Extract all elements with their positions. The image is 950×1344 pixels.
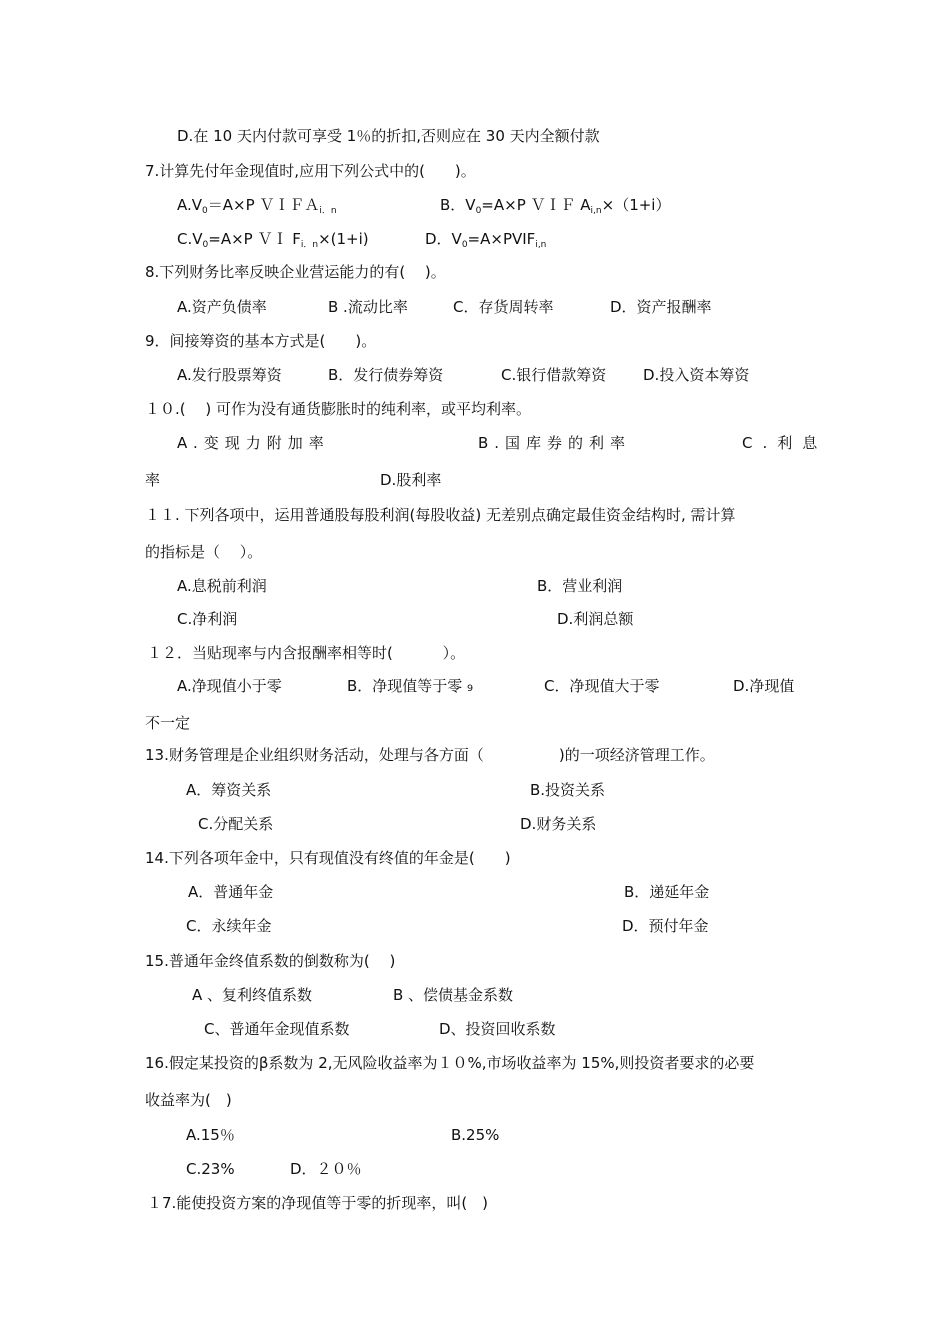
option-12c: C．净现值大于零 (544, 677, 660, 695)
question-15: 15.普通年金终值系数的倒数称为( ) (145, 952, 396, 970)
option-7a: $A.V_0=A\times P$ ＶＩＦＡ$_{i.n}$ (177, 196, 337, 216)
option-12b: B．净现值等于零 ₉ (347, 677, 474, 695)
option-8a: A.资产负债率 (177, 298, 267, 316)
question-16: 16.假定某投资的β系数为 2,无风险收益率为１０%,市场收益率为 15%,则投资者要求的必要 (145, 1054, 755, 1072)
option-16c: C.23% (186, 1160, 235, 1178)
question-9: 9．间接筹资的基本方式是( )。 (145, 332, 377, 350)
option-12d-continued: 不一定 (145, 714, 191, 732)
question-8: 8.下列财务比率反映企业营运能力的有( )。 (145, 263, 446, 281)
option-16b: B.25% (451, 1126, 500, 1144)
question-7: 7.计算先付年金现值时,应用下列公式中的( )。 (145, 162, 476, 180)
option-10a: A.变现力附加率 (177, 434, 330, 452)
option-11c: C.净利润 (177, 610, 238, 628)
option-8b: B .流动比率 (328, 298, 408, 316)
question-14: 14.下列各项年金中，只有现值没有终值的年金是( ) (145, 849, 511, 867)
option-14d: D．预付年金 (622, 917, 709, 935)
option-13a: A．筹资关系 (186, 781, 272, 799)
option-13d: D.财务关系 (520, 815, 597, 833)
option-13b: B.投资关系 (530, 781, 606, 799)
question-16-continued: 收益率为( ) (145, 1091, 232, 1109)
question-11: １１. 下列各项中，运用普通股每股利润(每股收益) 无差别点确定最佳资金结构时, 需计算 (145, 506, 736, 524)
option-10c: C.利息 (742, 434, 828, 452)
option-8d: D．资产报酬率 (610, 298, 712, 316)
option-9c: C.银行借款筹资 (501, 366, 607, 384)
option-9b: B．发行债券筹资 (328, 366, 444, 384)
question-17: １7.能使投资方案的净现值等于零的折现率，叫( ) (147, 1194, 489, 1212)
option-11d: D.利润总额 (557, 610, 634, 628)
option-15c: C、普通年金现值系数 (204, 1020, 350, 1038)
option-11b: B．营业利润 (537, 577, 623, 595)
option-15d: D、投资回收系数 (439, 1020, 556, 1038)
option-12d: D.净现值 (733, 677, 795, 695)
option-7b: B．$V_0=A\times P$ ＶＩＦ $A_{i,n}\times(1+i)$ (440, 196, 671, 216)
option-10c-continued: 率 (145, 471, 161, 489)
option-15a: A 、复利终值系数 (192, 986, 313, 1004)
option-9a: A.发行股票筹资 (177, 366, 282, 384)
question-10: １０.( ) 可作为没有通货膨胀时的纯利率，或平均利率。 (145, 400, 532, 418)
option-12a: A.净现值小于零 (177, 677, 282, 695)
option-9d: D.投入资本筹资 (643, 366, 750, 384)
option-7c: $C.V_0=A\times P$ ＶＩ $F_{i.n}\times(1+i)$ (177, 230, 369, 250)
option-14c: C．永续年金 (186, 917, 272, 935)
option-11a: A.息税前利润 (177, 577, 267, 595)
question-13: 13.财务管理是企业组织财务活动，处理与各方面（ )的一项经济管理工作。 (145, 746, 715, 764)
option-7d: D．$V_0=A\times PVIF_{i,n}$ (425, 230, 547, 250)
option-13c: C.分配关系 (198, 815, 274, 833)
option-14a: A．普通年金 (188, 883, 274, 901)
question-12: １２．当贴现率与内含报酬率相等时( ）。 (147, 644, 466, 662)
option-15b: B 、偿债基金系数 (393, 986, 514, 1004)
option-6d: D.在 10 天内付款可享受 1％的折扣,否则应在 30 天内全额付款 (177, 127, 600, 145)
option-14b: B．递延年金 (624, 883, 710, 901)
option-10b: B.国库券的利率 (478, 434, 632, 452)
question-11-continued: 的指标是（ ）。 (145, 543, 263, 561)
option-10d: D.股利率 (380, 471, 442, 489)
option-16d: D．２０％ (290, 1160, 362, 1178)
option-16a: A.15％ (186, 1126, 235, 1144)
option-8c: C．存货周转率 (453, 298, 554, 316)
